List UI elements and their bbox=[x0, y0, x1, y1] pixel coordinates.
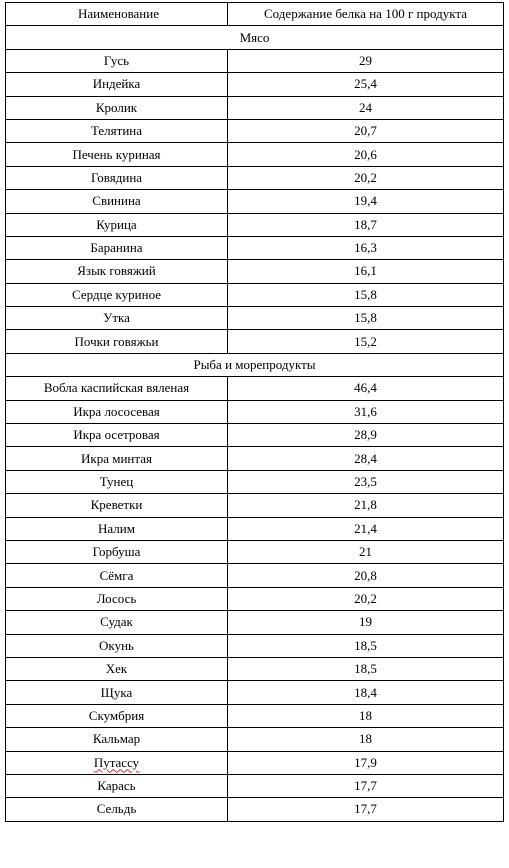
table-row bbox=[6, 236, 504, 259]
table-row bbox=[6, 424, 504, 447]
product-name-cell bbox=[6, 470, 228, 493]
section-title: Мясо bbox=[6, 26, 504, 49]
product-name-cell bbox=[6, 447, 228, 470]
table-row bbox=[6, 704, 504, 727]
protein-value-cell: 18 bbox=[228, 728, 504, 751]
protein-value-cell: 16,1 bbox=[228, 260, 504, 283]
protein-value-cell: 18,5 bbox=[228, 634, 504, 657]
table-row bbox=[6, 119, 504, 142]
product-name: Скумбрия bbox=[88, 707, 145, 723]
product-name: Почки говяжьи bbox=[74, 333, 159, 349]
table-body bbox=[6, 3, 504, 822]
protein-value-cell: 15,8 bbox=[228, 283, 504, 306]
product-name: Сердце куриное bbox=[72, 286, 161, 302]
table-row bbox=[6, 564, 504, 587]
product-name-cell bbox=[6, 564, 228, 587]
product-name-cell bbox=[6, 634, 228, 657]
protein-value-cell: 21,4 bbox=[228, 517, 504, 540]
header-row bbox=[6, 3, 504, 26]
protein-value-cell: 21,8 bbox=[228, 494, 504, 517]
product-name: Кролик bbox=[95, 99, 138, 115]
protein-value-cell: 46,4 bbox=[228, 377, 504, 400]
product-name: Окунь bbox=[99, 637, 134, 653]
protein-value-cell: 18,4 bbox=[228, 681, 504, 704]
table-row bbox=[6, 494, 504, 517]
product-name: Налим bbox=[98, 520, 135, 536]
protein-value-cell: 18,7 bbox=[228, 213, 504, 236]
protein-value-cell: 19 bbox=[228, 611, 504, 634]
product-name-cell bbox=[6, 517, 228, 540]
protein-value-cell: 15,2 bbox=[228, 330, 504, 353]
protein-value-cell: 19,4 bbox=[228, 190, 504, 213]
table-row bbox=[6, 283, 504, 306]
table-row bbox=[6, 377, 504, 400]
protein-value-cell: 20,8 bbox=[228, 564, 504, 587]
table-row bbox=[6, 96, 504, 119]
product-name-cell bbox=[6, 119, 228, 142]
protein-value-cell: 17,7 bbox=[228, 774, 504, 797]
table-row bbox=[6, 447, 504, 470]
product-name: Горбуша bbox=[92, 544, 141, 560]
section-title: Рыба и морепродукты bbox=[6, 353, 504, 376]
table-row bbox=[6, 540, 504, 563]
protein-value-cell: 20,6 bbox=[228, 143, 504, 166]
product-name: Вобла каспийская вяленая bbox=[43, 380, 190, 396]
product-name-cell bbox=[6, 236, 228, 259]
product-name: Креветки bbox=[90, 497, 143, 513]
product-name-cell bbox=[6, 166, 228, 189]
product-name: Тунец bbox=[99, 474, 134, 489]
table-row bbox=[6, 143, 504, 166]
product-name: Язык говяжий bbox=[77, 263, 156, 279]
protein-value-cell: 18 bbox=[228, 704, 504, 727]
table-row bbox=[6, 330, 504, 353]
product-name: Свинина bbox=[92, 193, 141, 209]
product-name: Сёмга bbox=[99, 567, 134, 583]
product-name-cell bbox=[6, 657, 228, 680]
protein-table bbox=[5, 2, 504, 822]
protein-value-cell: 28,4 bbox=[228, 447, 504, 470]
product-name: Сельдь bbox=[96, 801, 137, 817]
product-name-cell bbox=[6, 540, 228, 563]
product-name-cell bbox=[6, 96, 228, 119]
product-name-cell bbox=[6, 283, 228, 306]
table-row bbox=[6, 73, 504, 96]
table-row bbox=[6, 657, 504, 680]
product-name: Хек bbox=[105, 661, 128, 677]
product-name: Икра лососевая bbox=[73, 403, 160, 419]
table-row bbox=[6, 400, 504, 423]
protein-value-cell: 20,2 bbox=[228, 587, 504, 610]
product-name: Утка bbox=[103, 310, 130, 326]
product-name-cell bbox=[6, 330, 228, 353]
product-name-cell bbox=[6, 190, 228, 213]
product-name-cell bbox=[6, 798, 228, 821]
section-row bbox=[6, 26, 504, 49]
header-protein: Содержание белка на 100 г продукта bbox=[228, 3, 504, 26]
table-row bbox=[6, 634, 504, 657]
product-name-cell bbox=[6, 494, 228, 517]
product-name: Судак bbox=[100, 614, 133, 630]
table-row bbox=[6, 587, 504, 610]
protein-value-cell: 23,5 bbox=[228, 470, 504, 493]
product-name-cell bbox=[6, 587, 228, 610]
protein-value-cell: 16,3 bbox=[228, 236, 504, 259]
product-name-cell bbox=[6, 73, 228, 96]
product-name-cell bbox=[6, 400, 228, 423]
protein-value-cell: 21 bbox=[228, 540, 504, 563]
table-row bbox=[6, 260, 504, 283]
protein-value-cell: 20,7 bbox=[228, 119, 504, 142]
table-row bbox=[6, 213, 504, 236]
table-row bbox=[6, 751, 504, 774]
product-name-cell bbox=[6, 681, 228, 704]
protein-value-cell: 20,2 bbox=[228, 166, 504, 189]
product-name: Говядина bbox=[90, 169, 143, 185]
product-name: Карась bbox=[97, 778, 136, 794]
protein-value-cell: 28,9 bbox=[228, 424, 504, 447]
product-name: Баранина bbox=[90, 240, 143, 256]
protein-value-cell: 31,6 bbox=[228, 400, 504, 423]
product-name: Икра осетровая bbox=[73, 427, 160, 443]
product-name: Индейка bbox=[92, 76, 141, 92]
product-name: Курица bbox=[96, 216, 137, 232]
product-name: Лосось bbox=[96, 590, 137, 606]
product-name-cell bbox=[6, 377, 228, 400]
product-name: Путассу bbox=[93, 754, 140, 770]
table-row bbox=[6, 774, 504, 797]
product-name-cell bbox=[6, 49, 228, 72]
protein-value-cell: 17,9 bbox=[228, 751, 504, 774]
protein-value-cell: 17,7 bbox=[228, 798, 504, 821]
table-row bbox=[6, 728, 504, 751]
table-row bbox=[6, 166, 504, 189]
table-row bbox=[6, 49, 504, 72]
table-row bbox=[6, 470, 504, 493]
table-row bbox=[6, 307, 504, 330]
protein-value-cell: 18,5 bbox=[228, 657, 504, 680]
table-row bbox=[6, 611, 504, 634]
protein-value-cell: 15,8 bbox=[228, 307, 504, 330]
product-name-cell bbox=[6, 611, 228, 634]
protein-value-cell: 24 bbox=[228, 96, 504, 119]
product-name: Щука bbox=[100, 684, 133, 700]
product-name-cell bbox=[6, 424, 228, 447]
product-name-cell bbox=[6, 751, 228, 774]
product-name-cell bbox=[6, 260, 228, 283]
product-name: Икра минтая bbox=[81, 450, 152, 466]
header-name: Наименование bbox=[6, 3, 228, 26]
product-name-cell bbox=[6, 143, 228, 166]
protein-value-cell: 29 bbox=[228, 49, 504, 72]
table-row bbox=[6, 798, 504, 821]
product-name-cell bbox=[6, 213, 228, 236]
product-name: Гусь bbox=[103, 52, 130, 68]
product-name-cell bbox=[6, 728, 228, 751]
product-name: Печень куриная bbox=[72, 146, 161, 162]
product-name-cell bbox=[6, 704, 228, 727]
product-name: Кальмар bbox=[92, 731, 141, 747]
protein-value-cell: 25,4 bbox=[228, 73, 504, 96]
product-name-cell bbox=[6, 307, 228, 330]
table-row bbox=[6, 190, 504, 213]
product-name: Телятина bbox=[90, 123, 143, 139]
section-row bbox=[6, 353, 504, 376]
product-name-cell bbox=[6, 774, 228, 797]
table-row bbox=[6, 517, 504, 540]
table-row bbox=[6, 681, 504, 704]
